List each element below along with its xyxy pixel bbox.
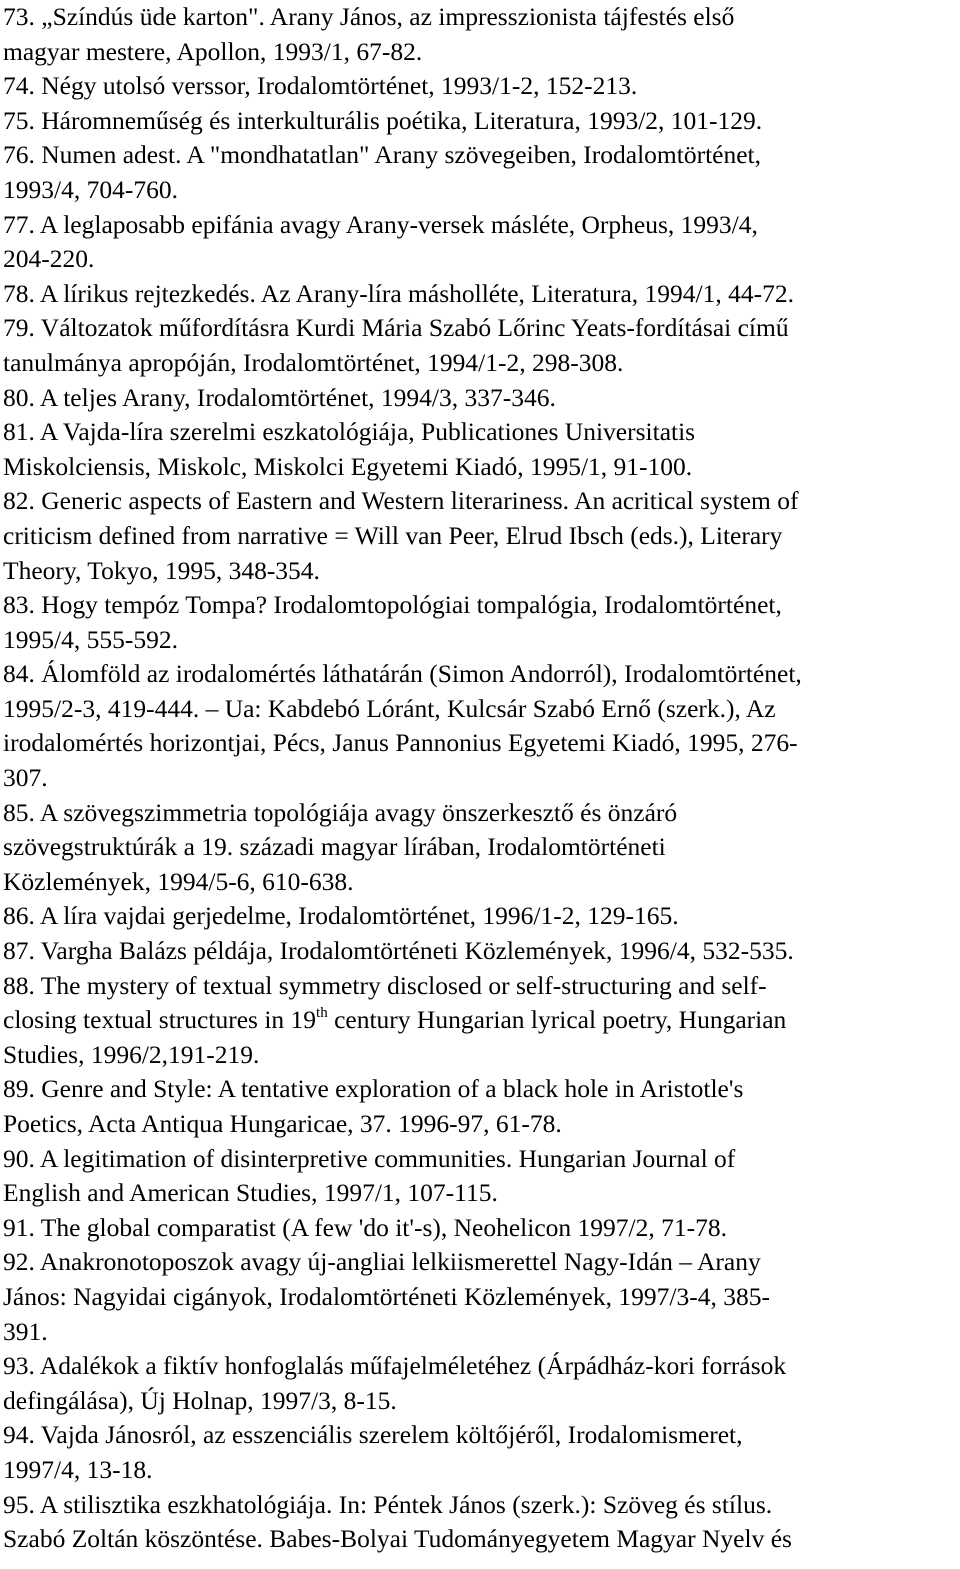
entry-line: 84. Álomföld az irodalomértés láthatárán (Simon Andorról), Irodalomtörténet, — [3, 659, 802, 689]
entry-line: 83. Hogy tempóz Tompa? Irodalomtopológiai tompalógia, Irodalomtörténet, — [3, 590, 782, 620]
bibliography-entry — [3, 208, 958, 277]
entry-line: János: Nagyidai cigányok, Irodalomtörténeti Közlemények, 1997/3-4, 385- — [3, 1281, 770, 1311]
entry-line: 89. Genre and Style: A tentative exploration of a black hole in Aristotle's — [3, 1074, 744, 1104]
entry-line: criticism defined from narrative = Will van Peer, Elrud Ibsch (eds.), Literary — [3, 520, 783, 550]
bibliography-entry — [3, 1211, 958, 1246]
entry-line: English and American Studies, 1997/1, 107-115. — [3, 1178, 498, 1208]
entry-line: 75. Háromneműség és interkulturális poétika, Literatura, 1993/2, 101-129. — [3, 105, 763, 135]
entry-line: 73. „Színdús üde karton". Arany János, az impresszionista tájfestés első — [3, 2, 735, 31]
entry-line: 82. Generic aspects of Eastern and Western literariness. An acritical system of — [3, 486, 799, 516]
entry-line: 92. Anakronotoposzok avagy új-angliai lelkiismerettel Nagy-Idán – Arany — [3, 1247, 761, 1277]
entry-line: Közlemények, 1994/5-6, 610-638. — [3, 866, 354, 896]
entry-line: Szabó Zoltán köszöntése. Babes-Bolyai Tudományegyetem Magyar Nyelv és — [3, 1524, 792, 1554]
entry-line: Miskolciensis, Miskolc, Miskolci Egyetemi Kiadó, 1995/1, 91-100. — [3, 451, 693, 481]
entry-line: Poetics, Acta Antiqua Hungaricae, 37. 1996-97, 61-78. — [3, 1109, 562, 1138]
entry-line: 1997/4, 13-18. — [3, 1454, 153, 1484]
entry-line-text: century Hungarian lyrical poetry, Hungarian — [327, 1005, 787, 1035]
bibliography-entry — [3, 796, 958, 900]
bibliography-entry — [3, 657, 958, 795]
entry-line: Theory, Tokyo, 1995, 348-354. — [3, 555, 320, 585]
entry-line: irodalomértés horizontjai, Pécs, Janus Pannonius Egyetemi Kiadó, 1995, 276- — [3, 728, 798, 758]
entry-line: 391. — [3, 1316, 48, 1346]
bibliography-list — [3, 0, 958, 1557]
bibliography-entry — [3, 381, 958, 416]
entry-line: 81. A Vajda-líra szerelmi eszkatológiája, Publicationes Universitatis — [3, 417, 696, 447]
bibliography-entry — [3, 899, 958, 934]
bibliography-entry — [3, 1488, 958, 1557]
entry-line: 80. A teljes Arany, Irodalomtörténet, 1994/3, 337-346. — [3, 382, 556, 412]
entry-line: 93. Adalékok a fiktív honfoglalás műfajelméletéhez (Árpádház-kori források — [3, 1351, 787, 1381]
bibliography-entry — [3, 1142, 958, 1211]
entry-line: 87. Vargha Balázs példája, Irodalomtörténeti Közlemények, 1996/4, 532-535. — [3, 936, 794, 966]
entry-line: 78. A lírikus rejtezkedés. Az Arany-líra másholléte, Literatura, 1994/1, 44-72. — [3, 278, 794, 308]
entry-line: magyar mestere, Apollon, 1993/1, 67-82. — [3, 36, 423, 66]
entry-line: 91. The global comparatist (A few 'do it'-s), Neohelicon 1997/2, 71-78. — [3, 1212, 727, 1242]
entry-line: 94. Vajda Jánosról, az esszenciális szerelem költőjéről, Irodalomismeret, — [3, 1420, 743, 1450]
bibliography-entry — [3, 277, 958, 312]
entry-line: 74. Négy utolsó verssor, Irodalomtörténet, 1993/1-2, 152-213. — [3, 71, 638, 101]
entry-line: defingálása), Új Holnap, 1997/3, 8-15. — [3, 1385, 397, 1415]
entry-line: 1995/2-3, 419-444. – Ua: Kabdebó Lóránt, Kulcsár Szabó Ernő (szerk.), Az — [3, 693, 776, 723]
bibliography-entry — [3, 104, 958, 139]
bibliography-entry — [3, 1349, 958, 1418]
bibliography-entry — [3, 0, 958, 69]
bibliography-entry — [3, 969, 958, 1073]
entry-line: 307. — [3, 763, 48, 793]
bibliography-page — [3, 0, 958, 1557]
bibliography-entry — [3, 138, 958, 207]
entry-line: 1995/4, 555-592. — [3, 624, 178, 654]
entry-line: 86. A líra vajdai gerjedelme, Irodalomtörténet, 1996/1-2, 129-165. — [3, 901, 679, 931]
bibliography-entry — [3, 311, 958, 380]
entry-line: Studies, 1996/2,191-219. — [3, 1039, 260, 1069]
bibliography-entry — [3, 484, 958, 588]
entry-line: szövegstruktúrák a 19. századi magyar lírában, Irodalomtörténeti — [3, 832, 666, 862]
bibliography-entry — [3, 1245, 958, 1349]
entry-line — [3, 1003, 958, 1038]
bibliography-entry — [3, 415, 958, 484]
entry-line: 95. A stilisztika eszkhatológiája. In: Péntek János (szerk.): Szöveg és stílus. — [3, 1489, 773, 1519]
entry-line: 77. A leglaposabb epifánia avagy Arany-versek másléte, Orpheus, 1993/4, — [3, 209, 758, 239]
bibliography-entry — [3, 588, 958, 657]
bibliography-entry — [3, 1418, 958, 1487]
entry-line: 204-220. — [3, 244, 95, 274]
ordinal-superscript: th — [316, 1005, 328, 1022]
entry-line: 90. A legitimation of disinterpretive communities. Hungarian Journal of — [3, 1143, 736, 1173]
entry-line: 1993/4, 704-760. — [3, 174, 178, 204]
bibliography-entry — [3, 69, 958, 104]
entry-line: 88. The mystery of textual symmetry disclosed or self-structuring and self- — [3, 970, 767, 1000]
bibliography-entry — [3, 934, 958, 969]
entry-line: tanulmánya apropóján, Irodalomtörténet, 1994/1-2, 298-308. — [3, 347, 624, 377]
entry-line: 76. Numen adest. A "mondhatatlan" Arany szövegeiben, Irodalomtörténet, — [3, 140, 762, 170]
bibliography-entry — [3, 1072, 958, 1141]
entry-line-text: closing textual structures in 19 — [3, 1005, 317, 1035]
entry-line: 85. A szövegszimmetria topológiája avagy önszerkesztő és önzáró — [3, 797, 678, 827]
entry-line: 79. Változatok műfordításra Kurdi Mária Szabó Lőrinc Yeats-fordításai című — [3, 313, 789, 343]
